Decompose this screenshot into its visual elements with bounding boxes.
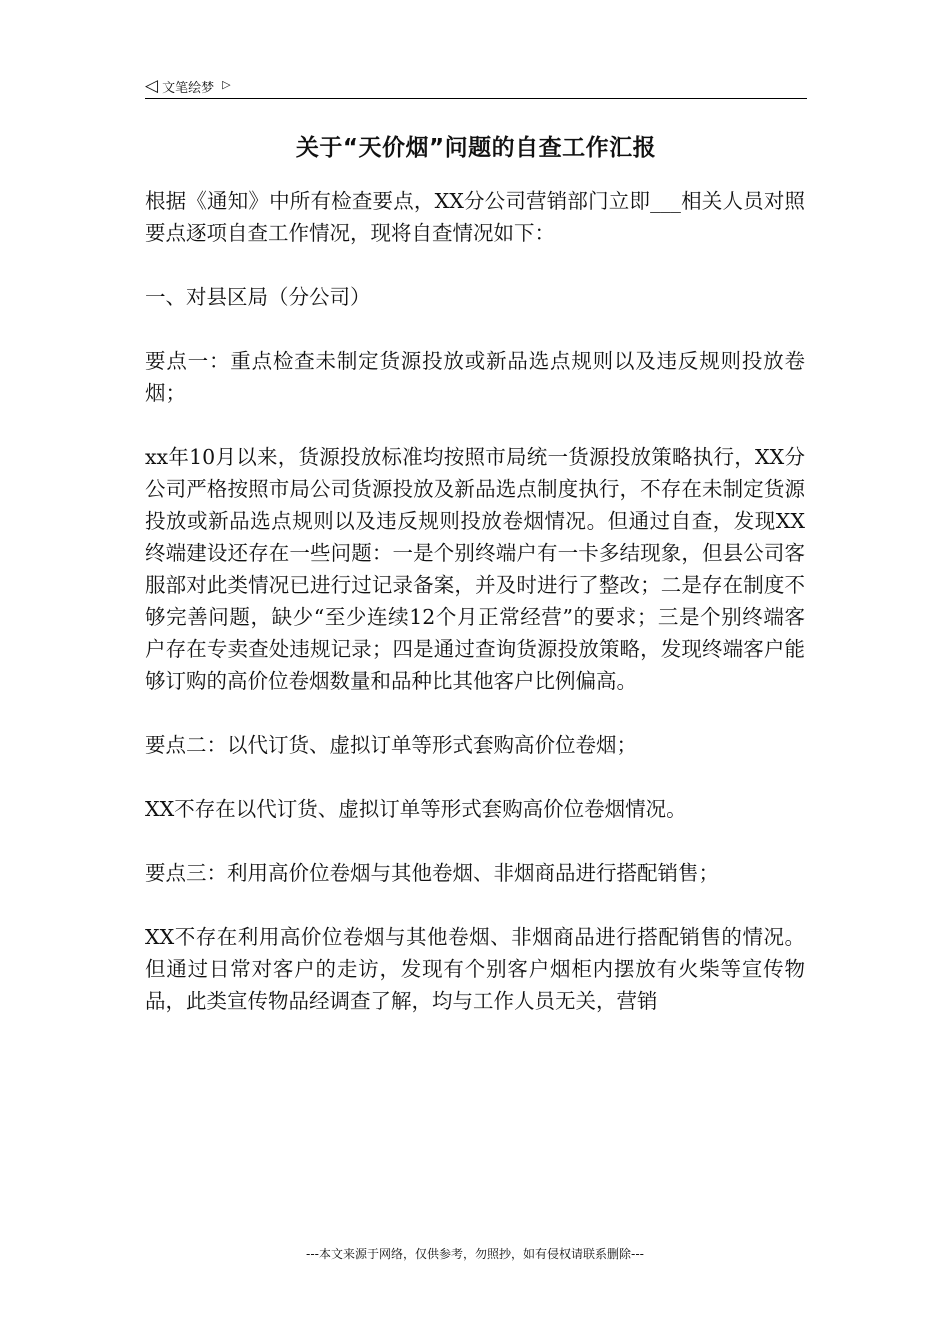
document-title: 关于“天价烟”问题的自查工作汇报 (295, 135, 657, 161)
point-two-body: XX不存在以代订货、虚拟订单等形式套购高价位卷烟情况。 (145, 797, 687, 821)
header-text: 文笔绘梦 (162, 80, 215, 96)
paragraph-intro: 根据《通知》中所有检查要点，XX分公司营销部门立即___相关人员对照要点逐项自查工作情况，现将自查情况如下： (145, 189, 805, 245)
page-header (145, 74, 807, 98)
header-divider (145, 98, 807, 99)
point-three-body: XX不存在利用高价位卷烟与其他卷烟、非烟商品进行搭配销售的情况。但通过日常对客户的走访，发现有个别客户烟柜内摆放有火柴等宣传物品，此类宣传物品经调查了解，均与工作人员无关，营销 (145, 925, 805, 1013)
point-two-heading: 要点二：以代订货、虚拟订单等形式套购高价位卷烟； (145, 733, 637, 757)
section-heading: 一、对县区局（分公司） (145, 285, 371, 309)
page-footer: ---本文来源于网络，仅供参考，勿照抄，如有侵权请联系删除--- (306, 1247, 644, 1261)
right-triangle-icon: ▷ (222, 77, 231, 91)
point-one-body: xx年10月以来，货源投放标准均按照市局统一货源投放策略执行，XX分公司严格按照市局公司货源投放及新品选点制度执行，不存在未制定货源投放或新品选点规则以及违反规则投放卷烟情况。但通过自查，发现XX终端建设还存在一些问题：一是个别终端户有一卡多结现象，但县公司客服部对此类情况已进行过记录备案，并及时进行了整改；二是存在制度不够完善问题，缺少“至少连续12个月正常经营”的要求；三是个别终端客户存在专卖查处违规记录；四是通过查询货源投放策略，发现终端客户能够订购的高价位卷烟数量和品种比其他客户比例偏高。 (145, 445, 805, 693)
document-body (145, 185, 805, 1049)
point-one-heading: 要点一：重点检查未制定货源投放或新品选点规则以及违反规则投放卷烟； (145, 349, 805, 405)
point-three-heading: 要点三：利用高价位卷烟与其他卷烟、非烟商品进行搭配销售； (145, 861, 719, 885)
left-triangle-icon: ◁ (145, 75, 159, 96)
